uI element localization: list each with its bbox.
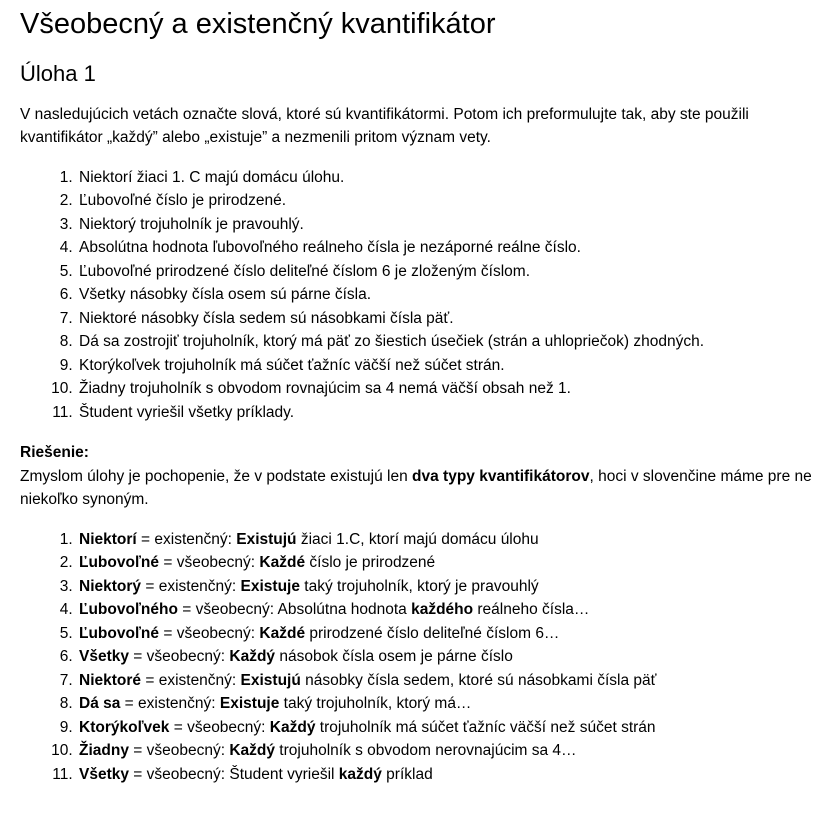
task-list-item: 2. Ľubovoľné číslo je prirodzené. [77, 189, 818, 213]
task-list-item: 7. Niektoré násobky čísla sedem sú násobkami čísla päť. [77, 307, 818, 331]
task-list [20, 166, 818, 425]
task-list-item: 9. Ktorýkoľvek trojuholník má súčet ťažníc väčší než súčet strán. [77, 354, 818, 378]
task-list-item: 4. Absolútna hodnota ľubovoľného reálneho čísla je nezáporné reálne číslo. [77, 236, 818, 260]
solution-list-item: 3. Niektorý = existenčný: Existuje taký trojuholník, ktorý je pravouhlý [77, 575, 818, 599]
task-list-item: 11. Študent vyriešil všetky príklady. [77, 401, 818, 425]
solution-list [20, 528, 818, 787]
solution-list-item: 10. Žiadny = všeobecný: Každý trojuholník s obvodom nerovnajúcim sa 4… [77, 739, 818, 763]
solution-list-item: 4. Ľubovoľného = všeobecný: Absolútna hodnota každého reálneho čísla… [77, 598, 818, 622]
solution-list-item: 9. Ktorýkoľvek = všeobecný: Každý trojuholník má súčet ťažníc väčší než súčet strán [77, 716, 818, 740]
task-list-item: 10. Žiadny trojuholník s obvodom rovnajúcim sa 4 nemá väčší obsah než 1. [77, 377, 818, 401]
solution-intro: Zmyslom úlohy je pochopenie, že v podstate existujú len dva typy kvantifikátorov, hoci v slovenčine máme pre ne niekoľko synoným. [20, 467, 812, 509]
task-list-item: 6. Všetky násobky čísla osem sú párne čísla. [77, 283, 818, 307]
solution-list-item: 2. Ľubovoľné = všeobecný: Každé číslo je prirodzené [77, 551, 818, 575]
solution-heading: Riešenie: [20, 444, 89, 462]
task-list-item: 3. Niektorý trojuholník je pravouhlý. [77, 213, 818, 237]
solution-list-item: 5. Ľubovoľné = všeobecný: Každé prirodzené číslo deliteľné číslom 6… [77, 622, 818, 646]
task-list-item: 8. Dá sa zostrojiť trojuholník, ktorý má päť zo šiestich úsečiek (strán a uhlopriečok) zhodných. [77, 330, 818, 354]
solution-list-item: 7. Niektoré = existenčný: Existujú násobky čísla sedem, ktoré sú násobkami čísla päť [77, 669, 818, 693]
solution-list-item: 8. Dá sa = existenčný: Existuje taký trojuholník, ktorý má… [77, 692, 818, 716]
solution-list-item: 1. Niektorí = existenčný: Existujú žiaci 1.C, ktorí majú domácu úlohu [77, 528, 818, 552]
task-list-item: 1. Niektorí žiaci 1. C majú domácu úlohu. [77, 166, 818, 190]
solution-list-item: 6. Všetky = všeobecný: Každý násobok čísla osem je párne číslo [77, 645, 818, 669]
task-intro: V nasledujúcich vetách označte slová, ktoré sú kvantifikátormi. Potom ich preformulujte tak, aby ste použili kvantifikátor „každý” alebo „existuje” a nezmenili pritom význam vety. [20, 105, 749, 147]
solution-list-item: 11. Všetky = všeobecný: Študent vyriešil každý príklad [77, 763, 818, 787]
task-list-item: 5. Ľubovoľné prirodzené číslo deliteľné číslom 6 je zloženým číslom. [77, 260, 818, 284]
task-heading: Úloha 1 [20, 61, 96, 87]
page-title: Všeobecný a existenčný kvantifikátor [20, 8, 496, 40]
